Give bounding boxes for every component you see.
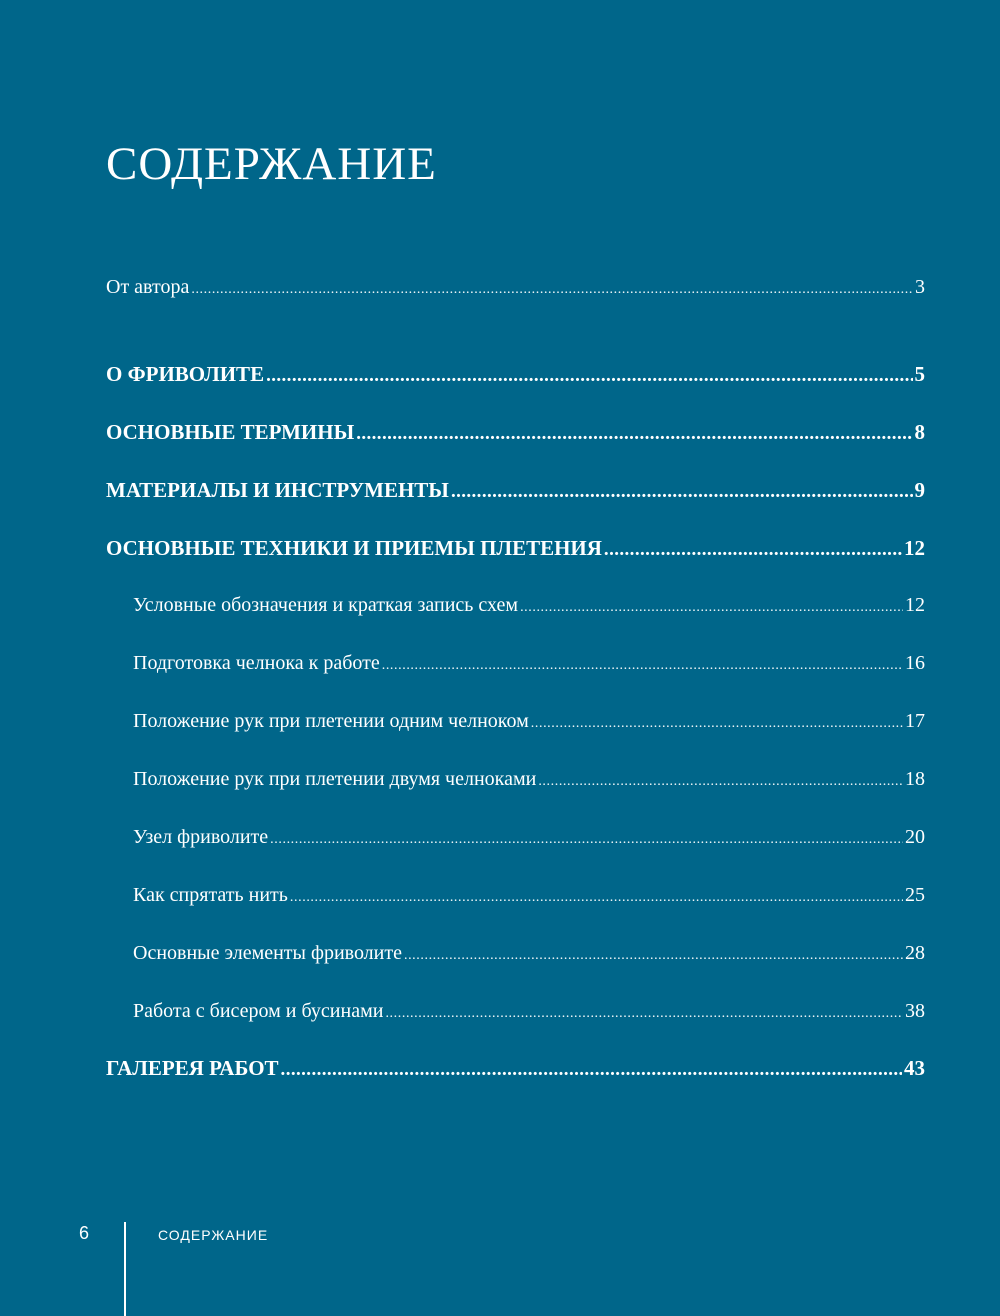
toc-leader-dots <box>266 365 912 387</box>
toc-entry-about-tatting[interactable] <box>106 362 925 387</box>
toc-entry-label: Подготовка челнока к работе <box>133 652 380 674</box>
toc-leader-dots <box>451 481 913 503</box>
toc-entry-page: 12 <box>905 594 925 616</box>
toc-entry-label: Положение рук при плетении двумя челноками <box>133 768 537 790</box>
toc-subentry-shuttle-prep[interactable] <box>133 652 925 675</box>
toc-entry-label: ОСНОВНЫЕ ТЕРМИНЫ <box>106 420 355 444</box>
toc-entry-page: 20 <box>905 826 925 848</box>
toc-entry-page: 9 <box>914 478 925 502</box>
toc-entry-label: Условные обозначения и краткая запись схем <box>133 594 519 616</box>
toc-entry-page: 18 <box>905 768 925 790</box>
toc-entry-page: 8 <box>914 420 925 444</box>
toc-entry-page: 17 <box>905 710 925 732</box>
toc-entry-label: Узел фриволите <box>133 826 269 848</box>
toc-subentry-beads[interactable] <box>133 1000 925 1023</box>
toc-leader-dots <box>520 600 903 616</box>
toc-entry-gallery[interactable] <box>106 1056 925 1081</box>
toc-entry-label: ОСНОВНЫЕ ТЕХНИКИ И ПРИЕМЫ ПЛЕТЕНИЯ <box>106 536 602 560</box>
toc-entry-label: ГАЛЕРЕЯ РАБОТ <box>106 1056 279 1080</box>
toc-entry-page: 25 <box>905 884 925 906</box>
toc-leader-dots <box>281 1059 902 1081</box>
toc-leader-dots <box>290 890 903 906</box>
toc-entry-page: 43 <box>904 1056 925 1080</box>
toc-entry-page: 12 <box>904 536 925 560</box>
footer-page-number: 6 <box>79 1223 90 1243</box>
page-title: СОДЕРЖАНИЕ <box>106 138 437 190</box>
footer-section-title: СОДЕРЖАНИЕ <box>158 1227 269 1243</box>
toc-subentry-hide-thread[interactable] <box>133 884 925 907</box>
toc-entry-basic-techniques[interactable] <box>106 536 925 561</box>
toc-entry-label: Основные элементы фриволите <box>133 942 402 964</box>
toc-entry-label: Работа с бисером и бусинами <box>133 1000 384 1022</box>
toc-subentry-hands-one-shuttle[interactable] <box>133 710 925 733</box>
toc-entry-from-author[interactable] <box>106 276 925 299</box>
toc-leader-dots <box>382 658 903 674</box>
toc-entry-page: 3 <box>915 276 925 298</box>
toc-entry-label: От автора <box>106 276 190 298</box>
toc-subentry-tatting-knot[interactable] <box>133 826 925 849</box>
toc-leader-dots <box>385 1006 903 1022</box>
toc-entry-page: 5 <box>914 362 925 386</box>
toc-leader-dots <box>531 716 903 732</box>
footer-divider <box>124 1222 126 1316</box>
toc-entry-page: 16 <box>905 652 925 674</box>
toc-leader-dots <box>538 774 903 790</box>
toc-leader-dots <box>604 539 902 561</box>
toc-entry-label: Как спрятать нить <box>133 884 288 906</box>
toc-entry-label: МАТЕРИАЛЫ И ИНСТРУМЕНТЫ <box>106 478 449 502</box>
toc-entry-page: 28 <box>905 942 925 964</box>
toc-leader-dots <box>270 832 903 848</box>
toc-leader-dots <box>404 948 903 964</box>
toc-subentry-symbols[interactable] <box>133 594 925 617</box>
toc-entry-page: 38 <box>905 1000 925 1022</box>
toc-leader-dots <box>356 423 912 445</box>
toc-entry-materials-tools[interactable] <box>106 478 925 503</box>
toc-entry-label: О ФРИВОЛИТЕ <box>106 362 265 386</box>
toc-entry-label: Положение рук при плетении одним челноком <box>133 710 529 732</box>
toc-subentry-hands-two-shuttles[interactable] <box>133 768 925 791</box>
toc-entry-basic-terms[interactable] <box>106 420 925 445</box>
toc-leader-dots <box>191 282 913 298</box>
toc-subentry-basic-elements[interactable] <box>133 942 925 965</box>
